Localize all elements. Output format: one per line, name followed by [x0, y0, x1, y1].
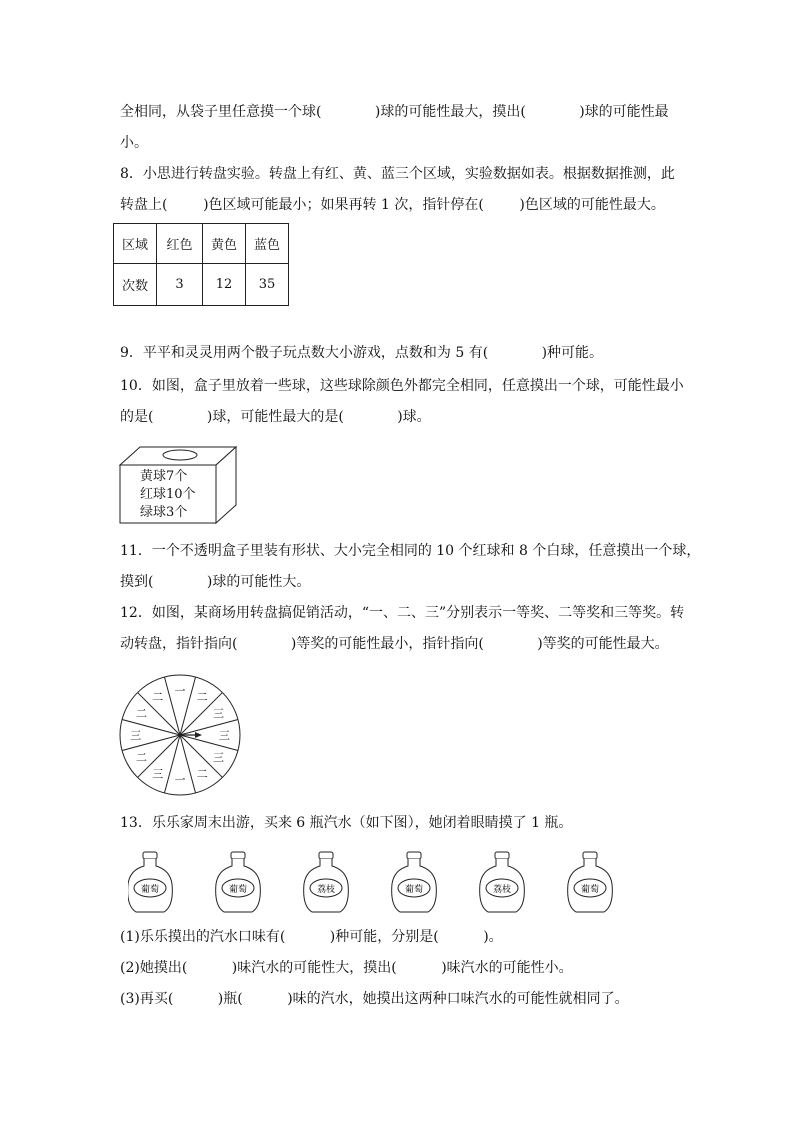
question-9: 9．平平和灵灵用两个骰子玩点数大小游戏，点数和为 5 有( )种可能。 — [120, 345, 604, 361]
soda-bottle — [216, 852, 261, 912]
box-label-green: 绿球3个 — [140, 505, 188, 520]
bottle-flavor-label: 葡萄 — [140, 885, 160, 895]
prize-spinner-figure — [118, 673, 242, 797]
question-13-part1: (1)乐乐摸出的汽水口味有( )种可能，分别是( )。 — [120, 929, 503, 945]
bottle-flavor-label: 荔枝 — [492, 885, 512, 895]
question-12-line1: 12．如图，某商场用转盘搞促销活动，“一、二、三”分别表示一等奖、二等奖和三等奖。转 — [120, 605, 685, 621]
table-header-cell: 红色 — [157, 224, 203, 264]
spinner-data-table — [113, 223, 289, 306]
spinner-sector-label: 二 — [196, 767, 208, 781]
spinner-sector-label: 二 — [152, 690, 164, 704]
spinner-sector-label: 三 — [212, 751, 224, 765]
table-header-cell: 区域 — [114, 224, 157, 264]
table-cell: 次数 — [114, 264, 157, 306]
table-cell: 35 — [246, 264, 289, 306]
question-10-line1: 10．如图，盒子里放着一些球，这些球除颜色外都完全相同，任意摸出一个球，可能性最小 — [120, 378, 684, 394]
question-8-line1: 8．小思进行转盘实验。转盘上有红、黄、蓝三个区域，实验数据如表。根据数据推测，此 — [120, 166, 675, 182]
spinner-sector-label: 三 — [212, 706, 224, 720]
spinner-sector-label: 三 — [152, 767, 164, 781]
bottle-flavor-label: 荔枝 — [316, 885, 336, 895]
bottle-flavor-label: 葡萄 — [580, 885, 600, 895]
spinner-sector-label: 二 — [136, 751, 148, 765]
question-13-part2: (2)她摸出( )味汽水的可能性大，摸出( )味汽水的可能性小。 — [120, 960, 573, 976]
spinner-sector-label: 一 — [174, 684, 186, 698]
question-11-line1: 11．一个不透明盒子里装有形状、大小完全相同的 10 个红球和 8 个白球，任意摸出一个球， — [120, 543, 701, 559]
table-cell: 12 — [203, 264, 246, 306]
soda-bottle — [568, 852, 613, 912]
question-10-line2: 的是( )球，可能性最大的是( )球。 — [120, 409, 431, 425]
table-header-cell: 蓝色 — [246, 224, 289, 264]
question-11-line2: 摸到( )球的可能性大。 — [120, 574, 311, 590]
soda-bottles-figure — [128, 850, 668, 920]
box-opening — [163, 450, 197, 460]
q7-end: 小。 — [120, 135, 148, 151]
table-header-cell: 黄色 — [203, 224, 246, 264]
question-8-line2: 转盘上( )色区域可能最小；如果再转 1 次，指针停在( )色区域的可能性最大。 — [120, 197, 665, 213]
soda-bottle — [392, 852, 437, 912]
soda-bottle — [480, 852, 525, 912]
q7-continuation: 全相同，从袋子里任意摸一个球( )球的可能性最大，摸出( )球的可能性最 — [120, 104, 669, 120]
soda-bottle — [304, 852, 349, 912]
spinner-sector-label: 一 — [174, 773, 186, 787]
spinner-sector-label: 三 — [130, 729, 142, 742]
spinner-sector-label: 二 — [136, 706, 148, 720]
spinner-sector-label: 三 — [218, 729, 230, 742]
table-cell: 3 — [157, 264, 203, 306]
bottle-flavor-label: 葡萄 — [404, 885, 424, 895]
soda-bottle — [128, 852, 172, 912]
box-label-red: 红球10个 — [140, 487, 196, 502]
bottle-flavor-label: 葡萄 — [228, 885, 248, 895]
question-13-part3: (3)再买( )瓶( )味的汽水，她摸出这两种口味汽水的可能性就相同了。 — [120, 991, 629, 1007]
question-13: 13．乐乐家周末出游，买来 6 瓶汽水（如下图），她闭着眼睛摸了 1 瓶。 — [120, 815, 573, 831]
spinner-sector-label: 二 — [196, 690, 208, 704]
box-label-yellow: 黄球7个 — [140, 469, 188, 484]
question-12-line2: 动转盘，指针指向( )等奖的可能性最小，指针指向( )等奖的可能性最大。 — [120, 636, 669, 652]
